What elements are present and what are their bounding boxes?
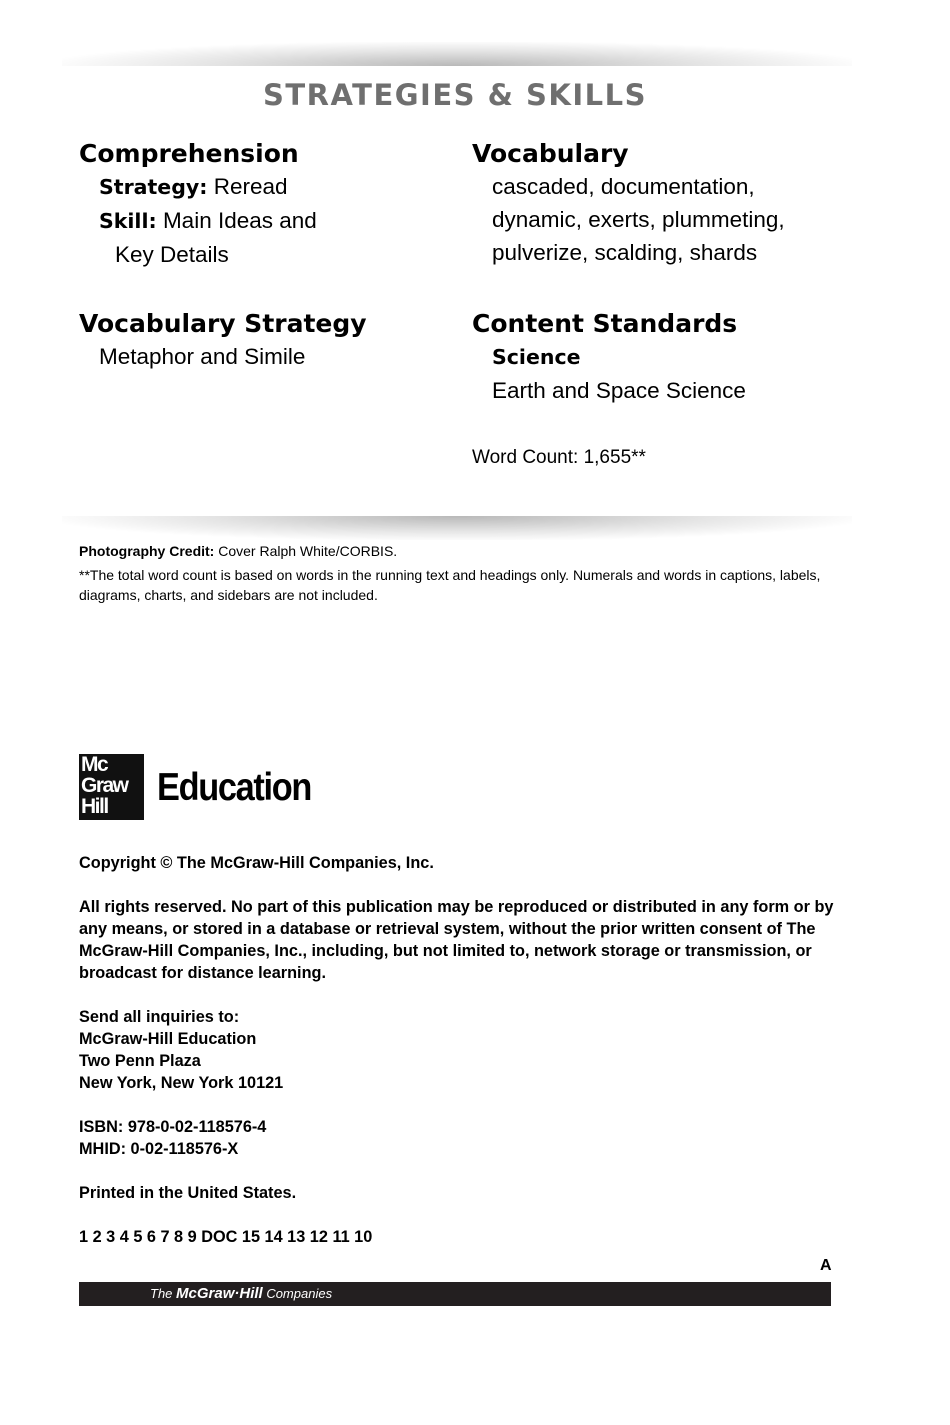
mcgraw-hill-logo <box>79 754 144 820</box>
content-standards-subject: Science <box>492 345 581 369</box>
logo-line: Hill <box>81 795 108 818</box>
skill-value-continued: Key Details <box>115 242 229 267</box>
content-standards-value: Earth and Space Science <box>492 378 746 403</box>
logo-education-wordmark: Education <box>157 766 312 809</box>
printed-line: Printed in the United States. <box>79 1184 297 1202</box>
vocabulary-section <box>472 138 892 269</box>
strategy-value: Reread <box>207 174 288 199</box>
footer-suffix: Companies <box>262 1286 333 1301</box>
page-title: STRATEGIES & SKILLS <box>262 78 648 112</box>
comprehension-heading: Comprehension <box>79 139 299 168</box>
comprehension-section <box>79 138 459 271</box>
vocabulary-words-line: dynamic, exerts, plummeting, <box>492 207 785 232</box>
logo-line: Graw <box>81 774 128 797</box>
word-count-note: **The total word count is based on words in the running text and headings only. Numerals and words in captions, labels, diagrams, charts, and sidebars are not included. <box>79 567 821 603</box>
skill-value: Main Ideas and <box>156 208 317 233</box>
mhid-line: MHID: 0-02-118576-X <box>79 1140 239 1158</box>
vocabulary-heading: Vocabulary <box>472 139 629 168</box>
print-number-line: 1 2 3 4 5 6 7 8 9 DOC 15 14 13 12 11 10 <box>79 1228 373 1246</box>
vocabulary-words-line: cascaded, documentation, <box>492 174 755 199</box>
inquiries-block <box>79 1006 839 1094</box>
photo-credit <box>79 541 839 561</box>
isbn-line: ISBN: 978-0-02-118576-4 <box>79 1118 267 1136</box>
vocabulary-strategy-value: Metaphor and Simile <box>99 344 306 369</box>
top-shadow-divider <box>62 42 852 66</box>
vocabulary-strategy-heading: Vocabulary Strategy <box>79 309 367 338</box>
footer-bar <box>79 1282 831 1306</box>
bottom-shadow-divider <box>62 516 852 540</box>
inquiries-line: Two Penn Plaza <box>79 1052 201 1070</box>
copyright-line: Copyright © The McGraw-Hill Companies, Inc. <box>79 854 434 872</box>
inquiries-line: New York, New York 10121 <box>79 1074 284 1092</box>
vocabulary-words-line: pulverize, scalding, shards <box>492 240 758 265</box>
vocabulary-strategy-section <box>79 308 459 373</box>
footer-prefix: The <box>150 1286 177 1301</box>
strategy-label: Strategy: <box>99 175 208 199</box>
content-standards-section <box>472 308 892 407</box>
word-count: Word Count: 1,655** <box>472 447 646 468</box>
strategy-line <box>79 170 459 204</box>
corner-letter: A <box>820 1257 832 1274</box>
skill-label: Skill: <box>99 209 157 233</box>
content-standards-heading: Content Standards <box>472 309 738 338</box>
inquiries-line: Send all inquiries to: <box>79 1008 240 1026</box>
skill-line <box>79 204 459 238</box>
logo-line: Mc <box>81 754 108 776</box>
photo-credit-value: Cover Ralph White/CORBIS. <box>214 543 398 559</box>
footer-brand: McGraw·Hill <box>176 1285 263 1302</box>
photo-credit-label: Photography Credit: <box>79 543 215 559</box>
rights-paragraph: All rights reserved. No part of this publication may be reproduced or distributed in any form or by any means, or stored in a database or retrieval system, without the prior written consent of The McGraw-Hill Companies, Inc., including, but not limited to, network storage or transmission, or broadcast for distance learning. <box>79 898 834 982</box>
inquiries-line: McGraw-Hill Education <box>79 1030 257 1048</box>
